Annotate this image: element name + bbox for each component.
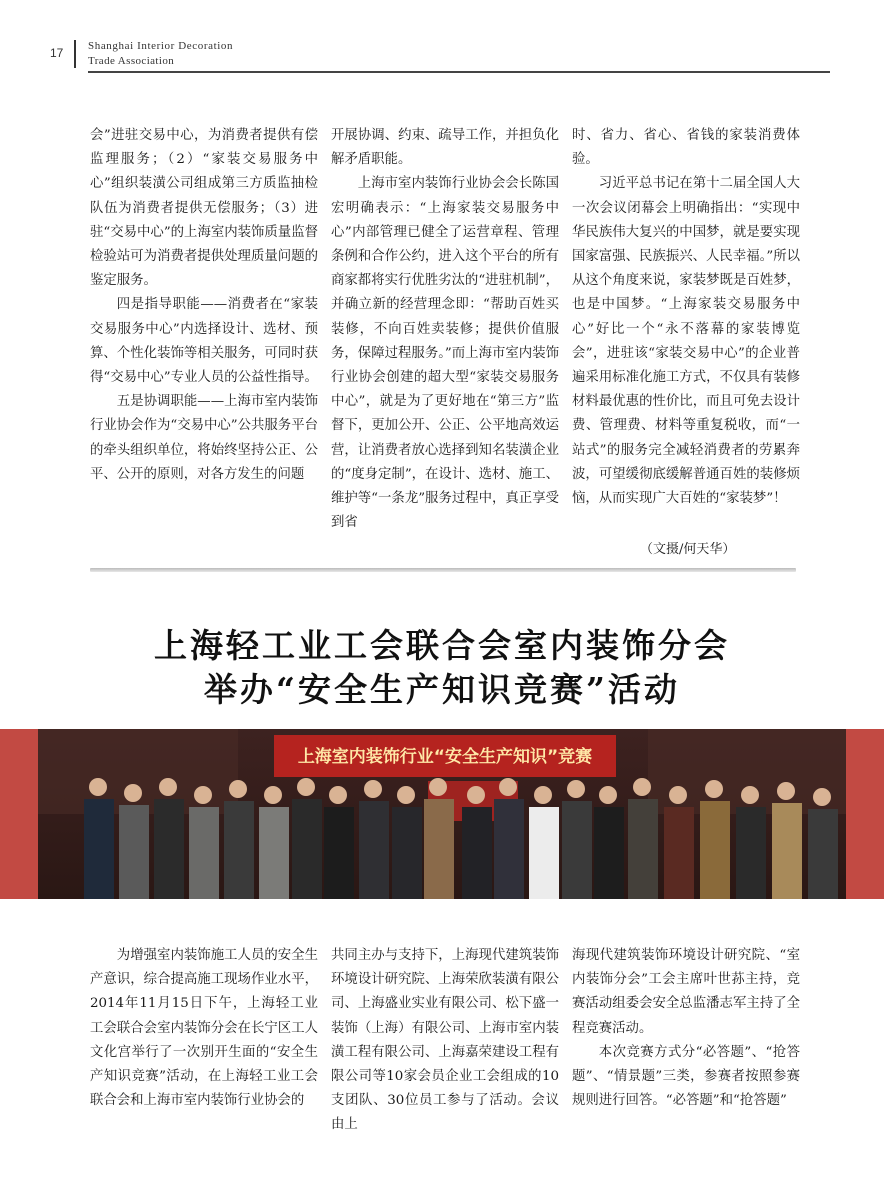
headline-line-1: 上海轻工业工会联合会室内装饰分会 <box>154 626 730 665</box>
article-column-3 <box>572 124 800 511</box>
paragraph: 四是指导职能——消费者在“家装交易服务中心”内选择设计、选材、预算、个性化装饰等相关服务，可同时获得“交易中心”专业人员的公益性指导。 <box>90 297 318 386</box>
paragraph: 习近平总书记在第十二届全国人大一次会议闭幕会上明确指出：“实现中华民族伟大复兴的中国梦，就是要实现国家富强、民族振兴、人民幸福。”所以从这个角度来说，家装梦既是百姓梦，也是中国梦。“上海家装交易服务中心”好比一个“永不落幕的家装博览会”，进驻该“家装交易中心”的企业普遍采用标准化施工方式，不仅具有装修材料最优惠的性价比，而且可免去设计费、管理费、材料等重复税收，而“一站式”的服务完全减轻消费者的劳累奔波，可望缓彻底缓解普通百姓的装修烦恼，从而实现广大百姓的“家装梦”！ <box>572 176 800 507</box>
article-column-1 <box>90 124 318 487</box>
paragraph: 开展协调、约束、疏导工作，并担负化解矛盾职能。 <box>331 128 559 168</box>
headline-line-2: 举办“安全生产知识竞赛”活动 <box>204 670 680 709</box>
header-rule <box>88 71 830 73</box>
org-name-line1: Shanghai Interior Decoration <box>88 40 234 52</box>
author-credit: （文摄/何天华） <box>640 542 736 557</box>
article-column-2 <box>331 124 559 535</box>
paragraph: 海现代建筑装饰环境设计研究院、“室内装饰分会”工会主席叶世荪主持，竞赛活动组委会安全总监潘志军主持了全程竞赛活动。 <box>572 948 800 1036</box>
article-column-1-lower <box>90 944 318 1113</box>
paragraph: 共同主办与支持下，上海现代建筑装饰环境设计研究院、上海荣欣装潢有限公司、上海盛业实业有限公司、松下盛一装饰（上海）有限公司、上海市室内装潢工程有限公司、上海嘉荣建设工程有限公司等10家会员企业工会组成的10支团队、30位员工参与了活动。会议由上 <box>331 948 559 1133</box>
paragraph: 上海市室内装饰行业协会会长陈国宏明确表示：“上海家装交易服务中心”内部管理已健全了运营章程、管理条例和合作公约，进入这个平台的所有商家都将实行优胜劣汰的“进驻机制”，并确立新的经营理念即：“帮助百姓买装修，不向百姓卖装修；提供价值服务，保障过程服务。”而上海市室内装饰行业协会创建的超大型“家装交易服务中心”，就是为了更好地在“第三方”监督下，更加公开、公正、公平地高效运营，让消费者放心选择到知名装潢企业的“度身定制”，在设计、选材、施工、维护等“一条龙”服务过程中，真正享受到省 <box>331 176 559 531</box>
org-name-line2: Trade Association <box>88 55 175 67</box>
page-header <box>50 40 830 76</box>
event-banner-text: 上海室内装饰行业“安全生产知识”竞赛 <box>297 747 593 767</box>
group-photo-image <box>38 729 846 899</box>
group-photo <box>38 729 846 899</box>
article-column-3-lower <box>572 944 800 1113</box>
article-column-2-lower <box>331 944 559 1138</box>
paragraph: 五是协调职能——上海市室内装饰行业协会作为“交易中心”公共服务平台的牵头组织单位，将始终坚持公正、公平、公开的原则，对各方发生的问题 <box>90 394 318 482</box>
page-number: 17 <box>50 46 64 60</box>
section-divider <box>90 568 796 572</box>
header-divider-bar <box>74 40 76 68</box>
paragraph: 时、省力、省心、省钱的家装消费体验。 <box>572 128 800 168</box>
paragraph: 会”进驻交易中心，为消费者提供有偿监理服务；（2）“家装交易服务中心”组织装潢公司组成第三方质监抽检队伍为消费者提供无偿服务；（3）进驻“交易中心”的上海室内装饰质量监督检验站可为消费者提供处理质量问题的鉴定服务。 <box>90 128 318 289</box>
paragraph: 为增强室内装饰施工人员的安全生产意识，综合提高施工现场作业水平，2014年11月15日下午，上海轻工业工会联合会室内装饰分会在长宁区工人文化宫举行了一次别开生面的“安全生产知识竞赛”活动，在上海轻工业工会联合会和上海市室内装饰行业协会的 <box>90 948 318 1109</box>
paragraph: 本次竞赛方式分“必答题”、“抢答题”、“情景题”三类，参赛者按照参赛规则进行回答。“必答题”和“抢答题” <box>572 1044 800 1109</box>
